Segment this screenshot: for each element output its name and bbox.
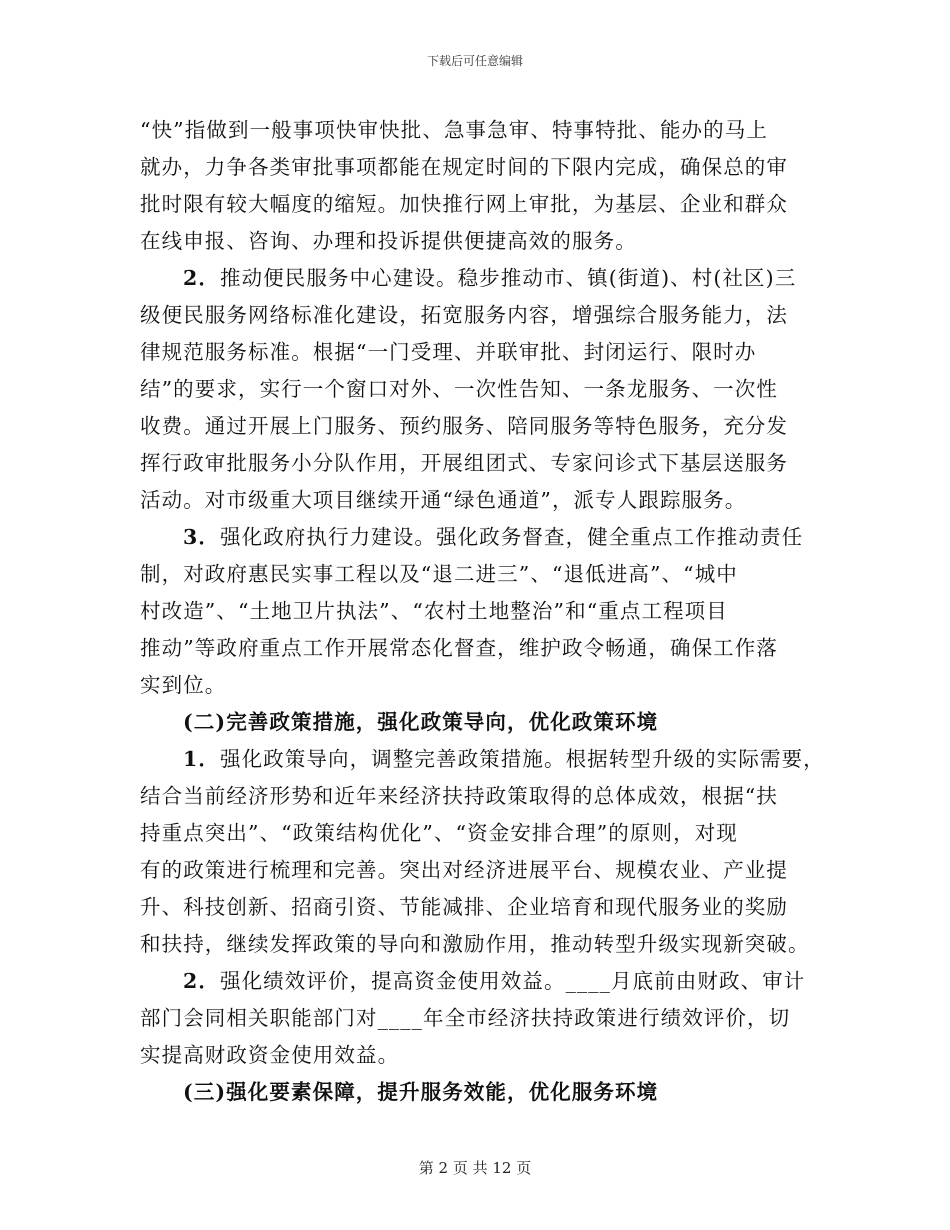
text-line: 结”的要求，实行一个窗口对外、一次性告知、一条龙服务、一次性 <box>140 377 778 401</box>
text-line: 村改造”、“土地卫片执法”、“农村土地整治”和“重点工程项目 <box>140 599 728 623</box>
text-line: 挥行政审批服务小分队作用，开展组团式、专家问诊式下基层送服务 <box>140 451 788 475</box>
section-heading: (二)完善政策措施，强化政策导向，优化政策环境 <box>183 710 659 734</box>
paragraph <box>140 112 830 260</box>
document-body <box>140 112 830 1111</box>
text-line: 活动。对市级重大项目继续开通“绿色通道”，派专人跟踪服务。 <box>140 488 747 512</box>
section-heading: (三)强化要素保障，提升服务效能，优化服务环境 <box>183 1080 659 1104</box>
text-line: 批时限有较大幅度的缩短。加快推行网上审批，为基层、企业和群众 <box>140 192 788 216</box>
paragraph <box>140 963 830 1074</box>
text-line <box>140 963 830 1000</box>
text-line: 在线申报、咨询、办理和投诉提供便捷高效的服务。 <box>140 229 637 253</box>
text-line: 实提高财政资金使用效益。 <box>140 1043 400 1067</box>
text-line <box>140 260 830 297</box>
text-line: 和扶持，继续发挥政策的导向和激励作用，推动转型升级实现新突破。 <box>140 932 810 956</box>
text-line <box>140 741 830 778</box>
text-line: 律规范服务标准。根据“一门受理、并联审批、封闭运行、限时办 <box>140 340 757 364</box>
text-line-content: 强化政府执行力建设。强化政务督查，健全重点工作推动责任 <box>219 525 804 549</box>
item-number: 2． <box>183 266 220 290</box>
text-line-content: 推动便民服务中心建设。稳步推动市、镇(街道)、村(社区)三 <box>219 266 797 290</box>
text-line: 持重点突出”、“政策结构优化”、“资金安排合理”的原则，对现 <box>140 821 738 845</box>
paragraph <box>140 741 830 963</box>
item-number: 2． <box>183 969 220 993</box>
text-line: 部门会同相关职能部门对____年全市经济扶持政策进行绩效评价，切 <box>140 1006 791 1030</box>
text-line: 结合当前经济形势和近年来经济扶持政策取得的总体成效，根据“扶 <box>140 784 778 808</box>
text-line: 升、科技创新、招商引资、节能减排、企业培育和现代服务业的奖励 <box>140 895 788 919</box>
text-line-content: 强化绩效评价，提高资金使用效益。____月底前由财政、审计 <box>219 969 806 993</box>
page-number: 第 2 页 共 12 页 <box>418 1159 532 1177</box>
text-line: 推动”等政府重点工作开展常态化督查，维护政令畅通，确保工作落 <box>140 636 778 660</box>
item-number: 3． <box>183 525 220 549</box>
header-note: 下载后可任意编辑 <box>426 54 523 68</box>
text-line: 实到位。 <box>140 673 227 697</box>
text-line: “快”指做到一般事项快审快批、急事急审、特事特批、能办的马上 <box>140 118 768 142</box>
paragraph <box>140 519 830 704</box>
text-line <box>140 519 830 556</box>
text-line: 制，对政府惠民实事工程以及“退二进三”、“退低进高”、“城中 <box>140 562 738 586</box>
text-line: 就办，力争各类审批事项都能在规定时间的下限内完成，确保总的审 <box>140 155 788 179</box>
paragraph <box>140 260 830 519</box>
text-line: 收费。通过开展上门服务、预约服务、陪同服务等特色服务，充分发 <box>140 414 788 438</box>
item-number: 1． <box>183 747 220 771</box>
text-line: 有的政策进行梳理和完善。突出对经济进展平台、规模农业、产业提 <box>140 858 788 882</box>
text-line-content: 强化政策导向，调整完善政策措施。根据转型升级的实际需要， <box>219 747 825 771</box>
text-line: 级便民服务网络标准化建设，拓宽服务内容，增强综合服务能力，法 <box>140 303 788 327</box>
